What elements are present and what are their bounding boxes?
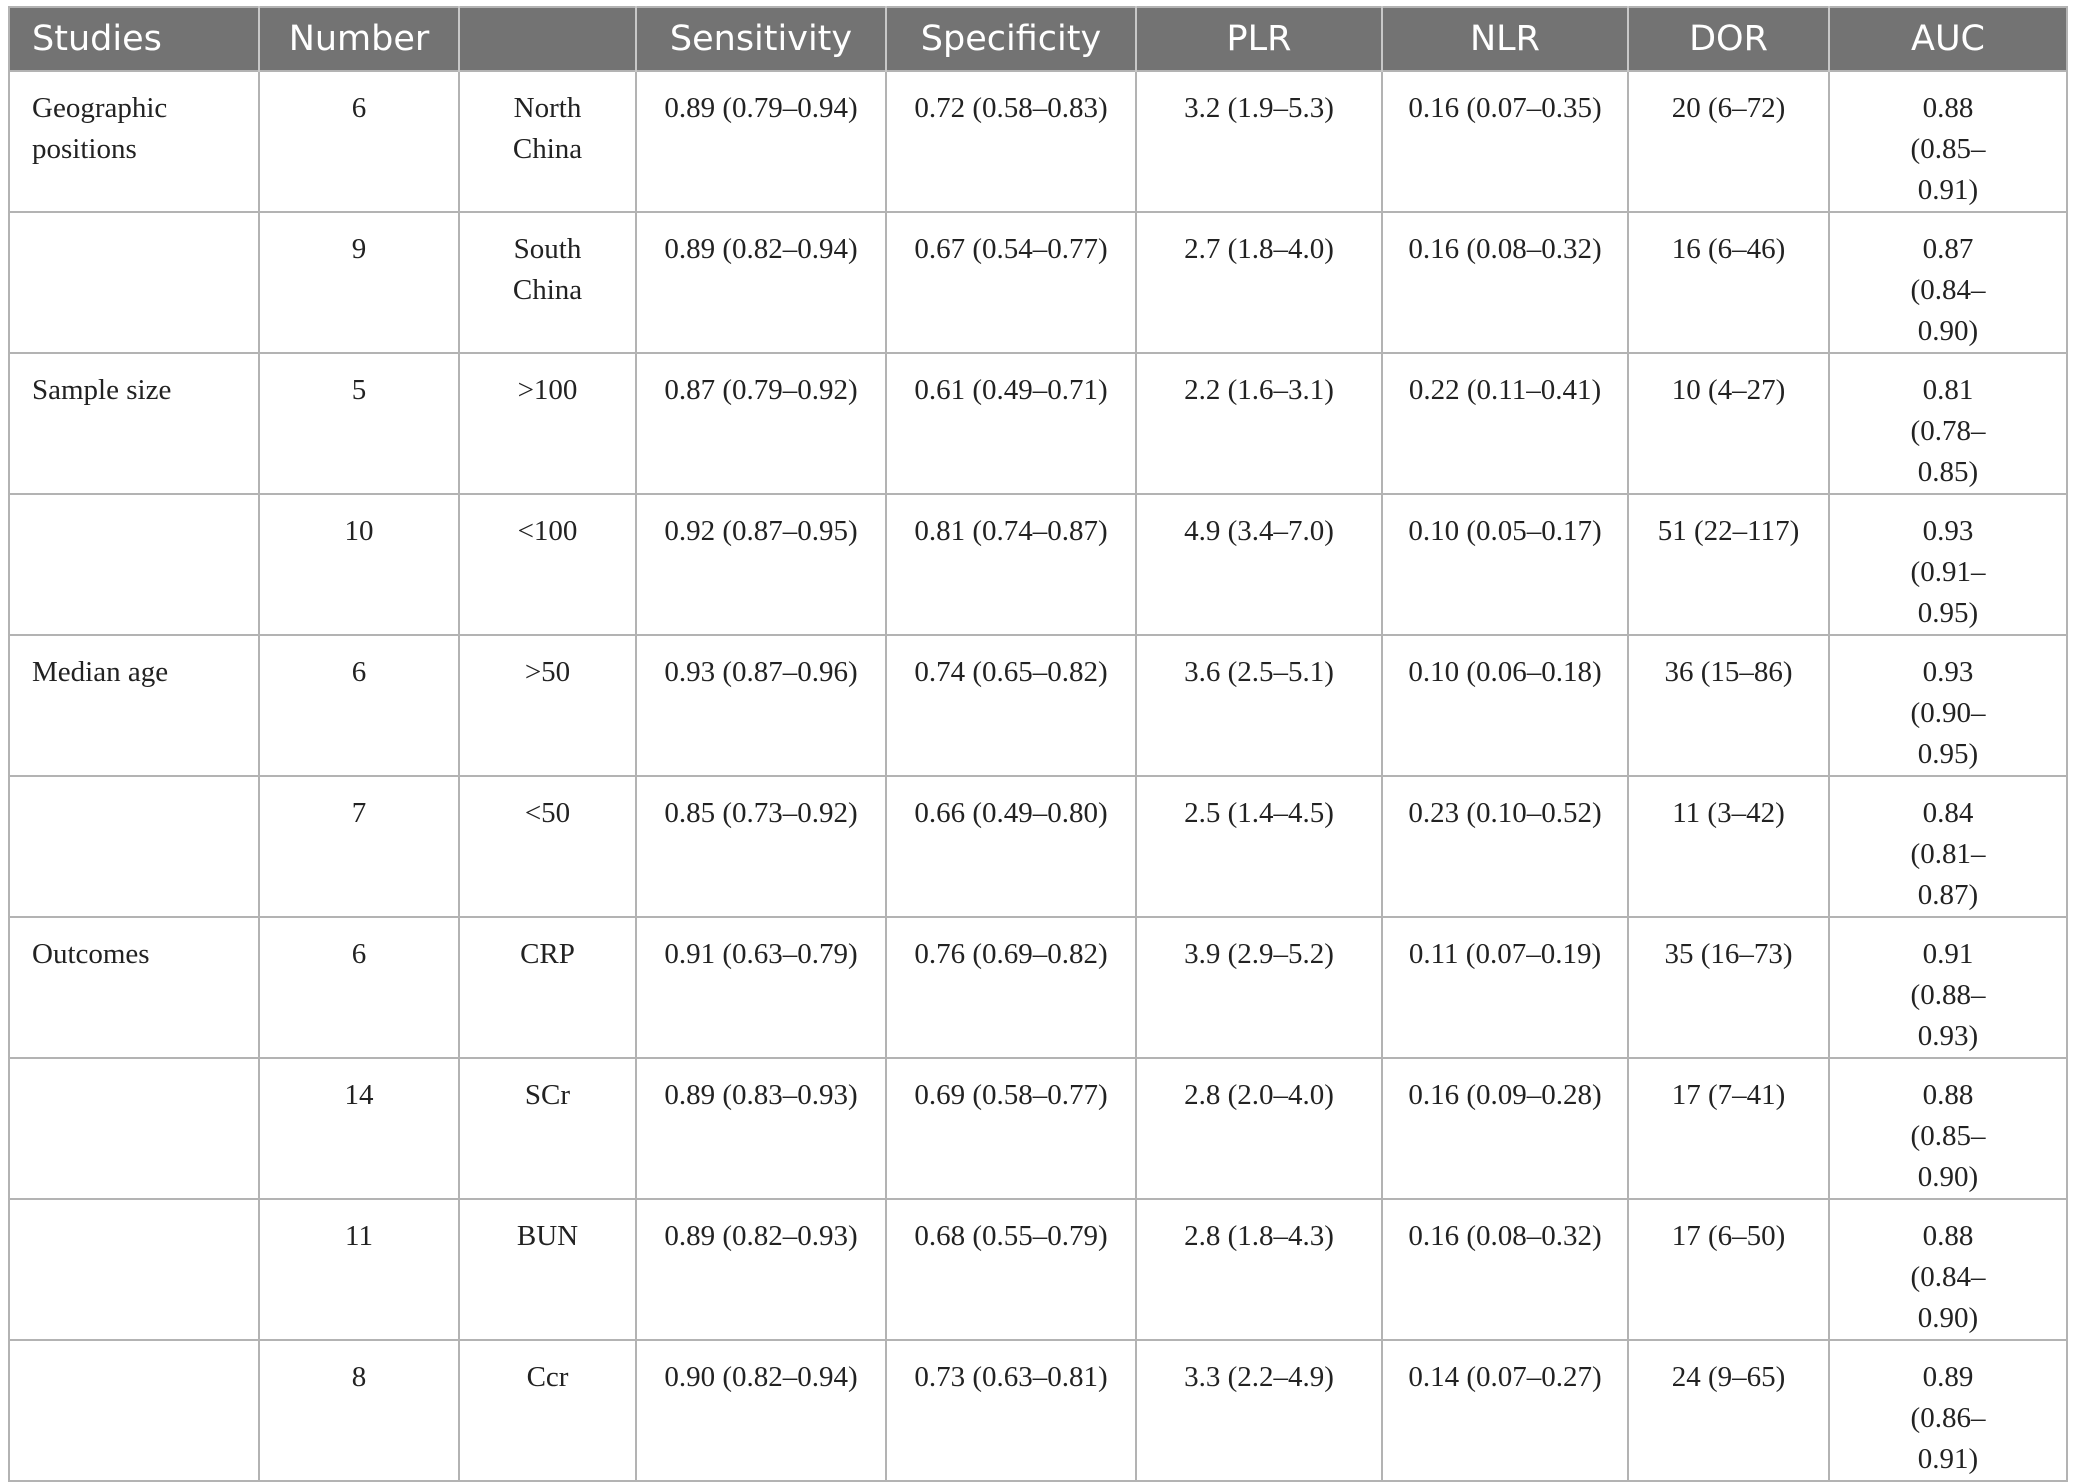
cell-auc xyxy=(1829,776,2067,917)
cell-text: 0.87 (0.79–0.92) xyxy=(664,374,858,406)
cell-text: 24 (9–65) xyxy=(1671,1361,1786,1393)
cell-text: 0.92 (0.87–0.95) xyxy=(664,515,858,547)
cell-subgroup xyxy=(459,494,636,635)
cell-plr xyxy=(1136,917,1382,1058)
cell-text: 2.5 (1.4–4.5) xyxy=(1184,797,1334,829)
cell-specificity xyxy=(886,212,1136,353)
cell-text: >50 xyxy=(524,656,571,688)
header-plr: PLR xyxy=(1136,7,1382,71)
cell-text: >100 xyxy=(517,374,578,406)
cell-number xyxy=(259,212,459,353)
cell-text: 0.73 (0.63–0.81) xyxy=(914,1361,1108,1393)
cell-dor xyxy=(1628,353,1829,494)
cell-subgroup xyxy=(459,353,636,494)
cell-text: 20 (6–72) xyxy=(1671,92,1786,124)
cell-text: 0.76 (0.69–0.82) xyxy=(914,938,1108,970)
cell-sensitivity xyxy=(636,212,886,353)
cell-text: 2.8 (2.0–4.0) xyxy=(1184,1079,1334,1111)
cell-plr xyxy=(1136,776,1382,917)
cell-studies xyxy=(9,1058,259,1199)
cell-subgroup xyxy=(459,635,636,776)
cell-text: 0.10 (0.06–0.18) xyxy=(1408,656,1602,688)
cell-studies xyxy=(9,776,259,917)
cell-dor xyxy=(1628,635,1829,776)
cell-text: 0.16 (0.07–0.35) xyxy=(1408,92,1602,124)
cell-text: 0.85 (0.73–0.92) xyxy=(664,797,858,829)
results-table xyxy=(8,6,2068,1482)
cell-subgroup xyxy=(459,776,636,917)
cell-text: 6 xyxy=(351,656,367,688)
cell-studies xyxy=(9,494,259,635)
cell-text: 0.93 (0.87–0.96) xyxy=(664,656,858,688)
cell-text: 0.84 (0.81–0.87) xyxy=(1910,797,1986,911)
cell-text: 0.89 (0.82–0.93) xyxy=(664,1220,858,1252)
cell-number xyxy=(259,1199,459,1340)
cell-number xyxy=(259,1340,459,1481)
cell-text: 6 xyxy=(351,92,367,124)
cell-auc xyxy=(1829,71,2067,212)
cell-specificity xyxy=(886,1199,1136,1340)
cell-auc xyxy=(1829,917,2067,1058)
cell-text: 4.9 (3.4–7.0) xyxy=(1184,515,1334,547)
cell-auc xyxy=(1829,635,2067,776)
cell-text: 3.6 (2.5–5.1) xyxy=(1184,656,1334,688)
cell-text: 0.88 (0.84–0.90) xyxy=(1910,1220,1986,1334)
cell-studies xyxy=(9,353,259,494)
cell-text: 2.8 (1.8–4.3) xyxy=(1184,1220,1334,1252)
cell-auc xyxy=(1829,212,2067,353)
cell-text: 10 xyxy=(344,515,374,547)
cell-specificity xyxy=(886,353,1136,494)
cell-nlr xyxy=(1382,1058,1628,1199)
cell-text: 5 xyxy=(351,374,367,406)
table-header xyxy=(9,7,2067,71)
header-subgroup xyxy=(459,7,636,71)
cell-plr xyxy=(1136,212,1382,353)
table-body xyxy=(9,71,2067,1481)
cell-text: 0.89 (0.86–0.91) xyxy=(1910,1361,1986,1475)
cell-number xyxy=(259,1058,459,1199)
cell-text: 0.14 (0.07–0.27) xyxy=(1408,1361,1602,1393)
cell-plr xyxy=(1136,635,1382,776)
cell-text: CRP xyxy=(520,938,575,970)
cell-specificity xyxy=(886,635,1136,776)
cell-text: 0.11 (0.07–0.19) xyxy=(1408,938,1602,970)
cell-nlr xyxy=(1382,71,1628,212)
cell-text: SCr xyxy=(524,1079,571,1111)
cell-text: 9 xyxy=(351,233,367,265)
cell-text: Ccr xyxy=(526,1361,569,1393)
cell-nlr xyxy=(1382,212,1628,353)
header-auc: AUC xyxy=(1829,7,2067,71)
cell-sensitivity xyxy=(636,776,886,917)
table-row xyxy=(9,71,2067,212)
cell-plr xyxy=(1136,1058,1382,1199)
cell-specificity xyxy=(886,776,1136,917)
cell-text: 10 (4–27) xyxy=(1671,374,1786,406)
cell-auc xyxy=(1829,1058,2067,1199)
cell-studies xyxy=(9,1199,259,1340)
cell-sensitivity xyxy=(636,1340,886,1481)
table-row xyxy=(9,1340,2067,1481)
cell-text: <50 xyxy=(524,797,571,829)
cell-number xyxy=(259,71,459,212)
cell-text: 0.93 (0.91–0.95) xyxy=(1910,515,1986,629)
cell-text: 0.89 (0.83–0.93) xyxy=(664,1079,858,1111)
cell-specificity xyxy=(886,1340,1136,1481)
cell-text: 36 (15–86) xyxy=(1664,656,1793,688)
cell-studies xyxy=(9,917,259,1058)
cell-text: 51 (22–117) xyxy=(1657,515,1800,547)
cell-text: Sample size xyxy=(32,374,172,406)
cell-nlr xyxy=(1382,494,1628,635)
cell-dor xyxy=(1628,71,1829,212)
header-nlr: NLR xyxy=(1382,7,1628,71)
cell-sensitivity xyxy=(636,917,886,1058)
cell-text: 0.89 (0.79–0.94) xyxy=(664,92,858,124)
cell-nlr xyxy=(1382,353,1628,494)
cell-text: 0.67 (0.54–0.77) xyxy=(914,233,1108,265)
cell-sensitivity xyxy=(636,1199,886,1340)
cell-text: 0.74 (0.65–0.82) xyxy=(914,656,1108,688)
header-specificity: Specificity xyxy=(886,7,1136,71)
cell-specificity xyxy=(886,1058,1136,1199)
cell-text: 0.16 (0.08–0.32) xyxy=(1408,233,1602,265)
cell-text: 0.69 (0.58–0.77) xyxy=(914,1079,1108,1111)
cell-subgroup xyxy=(459,1199,636,1340)
table-row xyxy=(9,635,2067,776)
table-row xyxy=(9,776,2067,917)
table-row xyxy=(9,212,2067,353)
cell-text: 0.68 (0.55–0.79) xyxy=(914,1220,1108,1252)
cell-text: 0.72 (0.58–0.83) xyxy=(914,92,1108,124)
cell-number xyxy=(259,776,459,917)
cell-text: 0.16 (0.09–0.28) xyxy=(1408,1079,1602,1111)
cell-subgroup xyxy=(459,917,636,1058)
cell-text: 11 xyxy=(345,1220,373,1252)
cell-specificity xyxy=(886,71,1136,212)
header-dor: DOR xyxy=(1628,7,1829,71)
cell-auc xyxy=(1829,494,2067,635)
cell-subgroup xyxy=(459,1340,636,1481)
cell-sensitivity xyxy=(636,353,886,494)
header-studies: Studies xyxy=(9,7,259,71)
cell-text: Median age xyxy=(32,656,169,688)
cell-studies xyxy=(9,1340,259,1481)
cell-text: South China xyxy=(512,233,583,306)
cell-number xyxy=(259,353,459,494)
cell-auc xyxy=(1829,1199,2067,1340)
cell-text: 0.91 (0.88–0.93) xyxy=(1910,938,1986,1052)
cell-text: 2.2 (1.6–3.1) xyxy=(1184,374,1334,406)
cell-subgroup xyxy=(459,71,636,212)
cell-dor xyxy=(1628,776,1829,917)
cell-text: 3.2 (1.9–5.3) xyxy=(1184,92,1334,124)
table-row xyxy=(9,353,2067,494)
cell-nlr xyxy=(1382,1340,1628,1481)
cell-text: 17 (7–41) xyxy=(1671,1079,1786,1111)
cell-text: 14 xyxy=(344,1079,374,1111)
cell-dor xyxy=(1628,1199,1829,1340)
cell-sensitivity xyxy=(636,635,886,776)
cell-text: <100 xyxy=(517,515,578,547)
cell-text: 0.91 (0.63–0.79) xyxy=(664,938,858,970)
cell-dor xyxy=(1628,917,1829,1058)
header-row xyxy=(9,7,2067,71)
cell-text: 0.87 (0.84–0.90) xyxy=(1910,233,1986,347)
table-row xyxy=(9,917,2067,1058)
cell-specificity xyxy=(886,917,1136,1058)
cell-text: North China xyxy=(512,92,583,165)
cell-nlr xyxy=(1382,1199,1628,1340)
table-row xyxy=(9,1058,2067,1199)
cell-plr xyxy=(1136,71,1382,212)
cell-nlr xyxy=(1382,635,1628,776)
cell-plr xyxy=(1136,1199,1382,1340)
cell-text: 16 (6–46) xyxy=(1671,233,1786,265)
cell-auc xyxy=(1829,353,2067,494)
cell-text: 0.89 (0.82–0.94) xyxy=(664,233,858,265)
table-row xyxy=(9,494,2067,635)
cell-nlr xyxy=(1382,776,1628,917)
cell-text: 0.10 (0.05–0.17) xyxy=(1408,515,1602,547)
cell-number xyxy=(259,917,459,1058)
cell-specificity xyxy=(886,494,1136,635)
cell-nlr xyxy=(1382,917,1628,1058)
cell-subgroup xyxy=(459,1058,636,1199)
cell-number xyxy=(259,494,459,635)
cell-plr xyxy=(1136,353,1382,494)
cell-text: 0.88 (0.85–0.91) xyxy=(1910,92,1986,206)
cell-dor xyxy=(1628,1340,1829,1481)
cell-text: 0.61 (0.49–0.71) xyxy=(914,374,1108,406)
cell-text: 17 (6–50) xyxy=(1671,1220,1786,1252)
cell-text: 3.9 (2.9–5.2) xyxy=(1184,938,1334,970)
cell-text: 0.23 (0.10–0.52) xyxy=(1408,797,1602,829)
cell-text: 35 (16–73) xyxy=(1664,938,1793,970)
cell-text: 0.66 (0.49–0.80) xyxy=(914,797,1108,829)
table-row xyxy=(9,1199,2067,1340)
cell-text: Outcomes xyxy=(32,938,150,970)
cell-text: 7 xyxy=(351,797,367,829)
cell-studies xyxy=(9,71,259,212)
cell-sensitivity xyxy=(636,494,886,635)
cell-text: 0.93 (0.90–0.95) xyxy=(1910,656,1986,770)
cell-plr xyxy=(1136,1340,1382,1481)
cell-number xyxy=(259,635,459,776)
cell-studies xyxy=(9,635,259,776)
cell-text: BUN xyxy=(516,1220,579,1252)
header-sensitivity: Sensitivity xyxy=(636,7,886,71)
cell-text: 0.16 (0.08–0.32) xyxy=(1408,1220,1602,1252)
cell-text: 0.90 (0.82–0.94) xyxy=(664,1361,858,1393)
cell-dor xyxy=(1628,212,1829,353)
cell-text: 8 xyxy=(351,1361,367,1393)
cell-studies xyxy=(9,212,259,353)
cell-sensitivity xyxy=(636,1058,886,1199)
cell-text: Geographic positions xyxy=(32,92,168,165)
cell-dor xyxy=(1628,494,1829,635)
cell-text: 0.22 (0.11–0.41) xyxy=(1408,374,1602,406)
cell-text: 3.3 (2.2–4.9) xyxy=(1184,1361,1334,1393)
header-number: Number xyxy=(259,7,459,71)
cell-text: 0.81 (0.78–0.85) xyxy=(1910,374,1986,488)
cell-dor xyxy=(1628,1058,1829,1199)
cell-text: 0.81 (0.74–0.87) xyxy=(914,515,1108,547)
cell-text: 11 (3–42) xyxy=(1672,797,1785,829)
cell-sensitivity xyxy=(636,71,886,212)
cell-text: 0.88 (0.85–0.90) xyxy=(1910,1079,1986,1193)
cell-plr xyxy=(1136,494,1382,635)
cell-auc xyxy=(1829,1340,2067,1481)
cell-subgroup xyxy=(459,212,636,353)
cell-text: 6 xyxy=(351,938,367,970)
cell-text: 2.7 (1.8–4.0) xyxy=(1184,233,1334,265)
